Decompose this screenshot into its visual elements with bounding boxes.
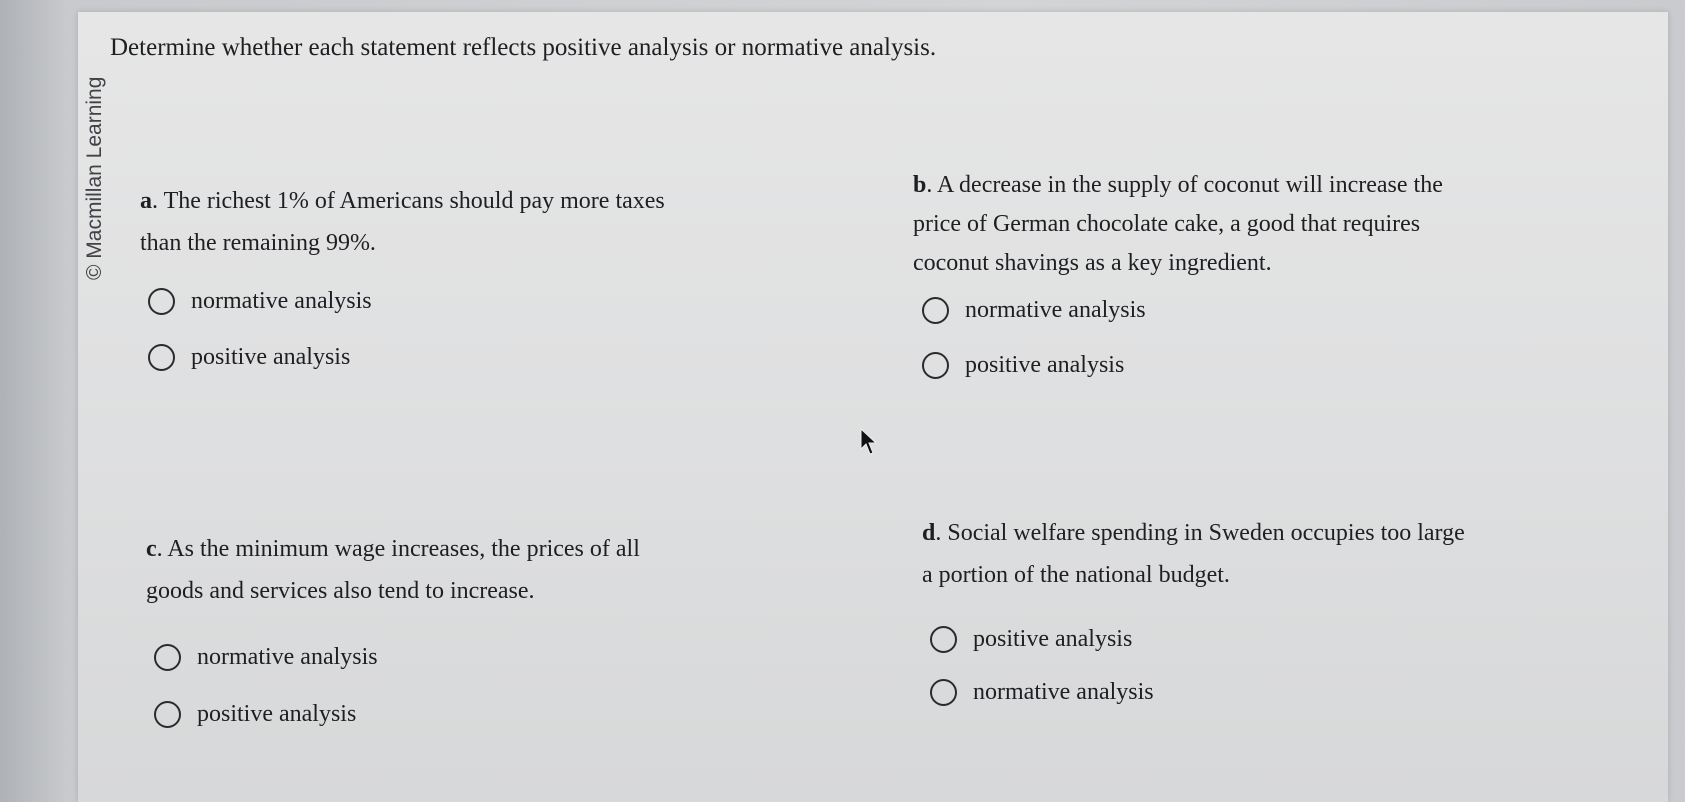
question-c-option-normative[interactable] [154,640,378,674]
option-label: positive analysis [965,351,1125,378]
option-label: positive analysis [191,343,351,370]
question-d-option-normative[interactable] [930,675,1154,709]
option-label: normative analysis [965,296,1146,323]
question-b-text [913,166,1443,283]
question-b-option-positive[interactable] [922,348,1124,382]
question-a-text [140,180,665,264]
macmillan-learning-watermark: © Macmillan Learning [83,76,106,280]
option-label: positive analysis [973,625,1133,652]
radio-button[interactable] [922,297,949,324]
radio-button[interactable] [154,701,181,728]
question-a-option-positive[interactable] [148,340,350,374]
radio-button[interactable] [922,352,949,379]
question-a-line-2: than the remaining 99%. [140,230,376,256]
instructions-heading: Determine whether each statement reflects positive analysis or normative analysis. [110,34,937,61]
option-label: normative analysis [197,643,378,670]
question-d-text [922,512,1465,596]
question-a-line-1: a. The richest 1% of Americans should pay more taxes [140,188,665,214]
question-d-line-1: d. Social welfare spending in Sweden occupies too large [922,520,1465,546]
radio-button[interactable] [154,644,181,671]
question-d-option-positive[interactable] [930,622,1132,656]
question-c-line-1: c. As the minimum wage increases, the prices of all [146,536,640,562]
question-b-option-normative[interactable] [922,293,1146,327]
question-c-option-positive[interactable] [154,697,356,731]
option-label: normative analysis [191,287,372,314]
radio-button[interactable] [930,679,957,706]
question-c-text [146,528,640,612]
radio-button[interactable] [148,344,175,371]
radio-button[interactable] [930,626,957,653]
question-b-line-1: b. A decrease in the supply of coconut will increase the [913,172,1443,198]
question-b-line-2: price of German chocolate cake, a good that requires [913,211,1421,237]
question-b-line-3: coconut shavings as a key ingredient. [913,250,1272,276]
question-panel [78,12,1668,802]
question-c-line-2: goods and services also tend to increase. [146,578,535,604]
mouse-pointer-icon [860,428,882,456]
option-label: normative analysis [973,678,1154,705]
option-label: positive analysis [197,700,357,727]
question-a-option-normative[interactable] [148,284,372,318]
radio-button[interactable] [148,288,175,315]
question-d-line-2: a portion of the national budget. [922,562,1230,588]
